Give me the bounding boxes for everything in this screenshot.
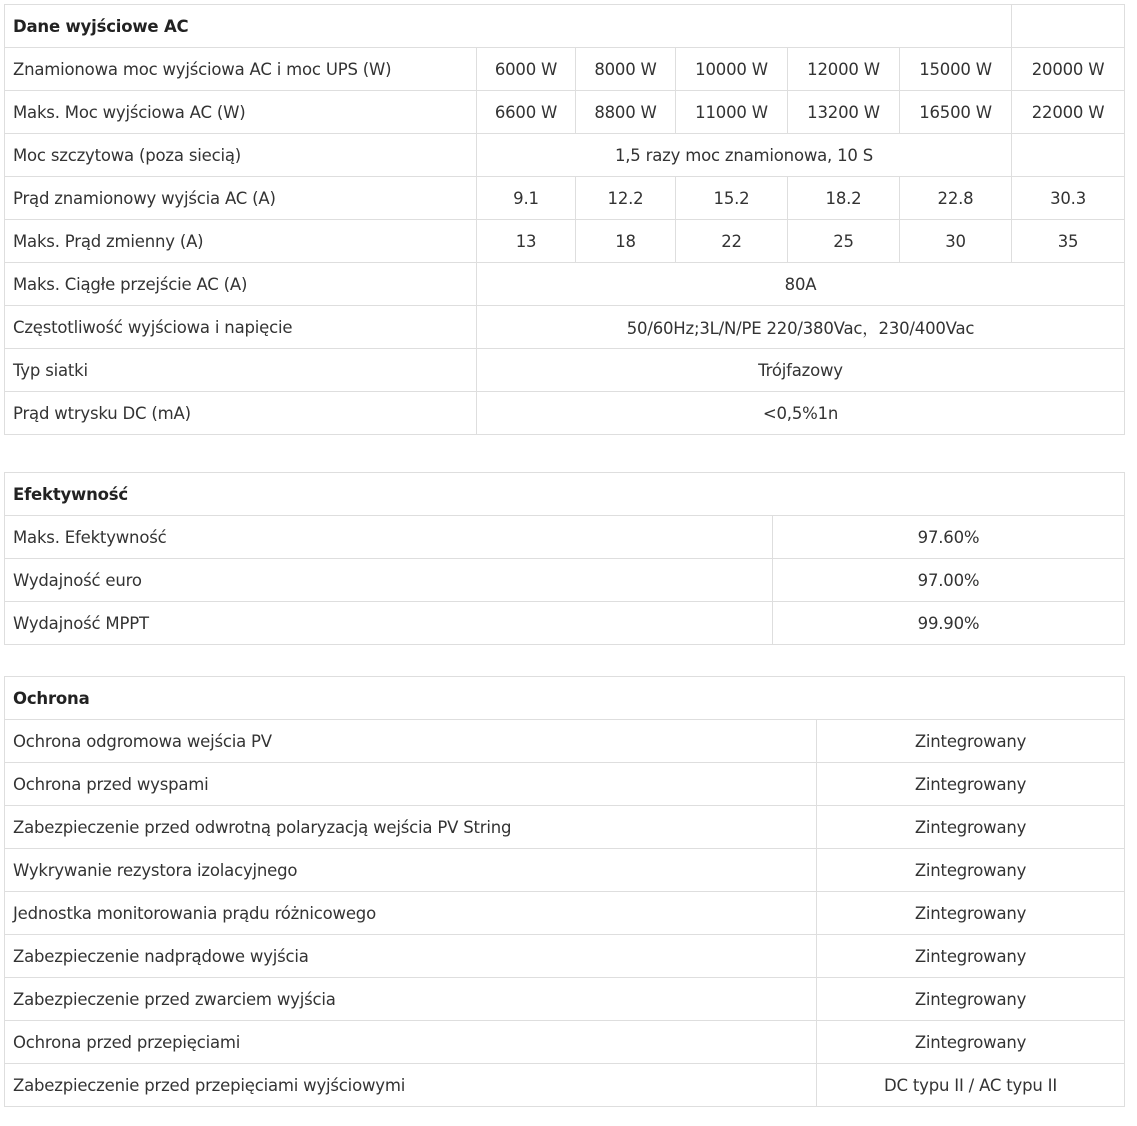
value-cell: 15000 W xyxy=(900,48,1012,91)
table-row xyxy=(5,306,1125,349)
row-label: Ochrona odgromowa wejścia PV xyxy=(5,720,817,763)
table-row xyxy=(5,720,1125,763)
value-cell: 18.2 xyxy=(788,177,900,220)
table-row xyxy=(5,473,1125,516)
row-label: Zabezpieczenie nadprądowe wyjścia xyxy=(5,935,817,978)
value-cell: 9.1 xyxy=(477,177,576,220)
table-row xyxy=(5,91,1125,134)
value-cell: Zintegrowany xyxy=(817,763,1125,806)
value-cell: 18 xyxy=(576,220,676,263)
row-label: Wykrywanie rezystora izolacyjnego xyxy=(5,849,817,892)
value-cell: 6000 W xyxy=(477,48,576,91)
value-cell: 13200 W xyxy=(788,91,900,134)
value-cell: Trójfazowy xyxy=(477,349,1125,392)
row-label: Ochrona przed przepięciami xyxy=(5,1021,817,1064)
table-row xyxy=(5,559,1125,602)
value-cell: 12000 W xyxy=(788,48,900,91)
table-row xyxy=(5,48,1125,91)
row-label: Zabezpieczenie przed przepięciami wyjściowymi xyxy=(5,1064,817,1107)
value-cell: DC typu II / AC typu II xyxy=(817,1064,1125,1107)
value-cell: 30.3 xyxy=(1012,177,1125,220)
row-label: Jednostka monitorowania prądu różnicowego xyxy=(5,892,817,935)
row-label: Moc szczytowa (poza siecią) xyxy=(5,134,477,177)
row-label: Maks. Moc wyjściowa AC (W) xyxy=(5,91,477,134)
row-label: Wydajność euro xyxy=(5,559,773,602)
row-label: Zabezpieczenie przed odwrotną polaryzacją wejścia PV String xyxy=(5,806,817,849)
value-cell: 20000 W xyxy=(1012,48,1125,91)
value-cell: 6600 W xyxy=(477,91,576,134)
table-row xyxy=(5,849,1125,892)
row-label: Ochrona przed wyspami xyxy=(5,763,817,806)
row-label: Maks. Efektywność xyxy=(5,516,773,559)
efficiency-table xyxy=(4,472,1125,645)
value-cell: 8800 W xyxy=(576,91,676,134)
table-row xyxy=(5,5,1125,48)
table-row xyxy=(5,1064,1125,1107)
row-label: Maks. Prąd zmienny (A) xyxy=(5,220,477,263)
empty-cell xyxy=(1012,134,1125,177)
table-row xyxy=(5,892,1125,935)
value-cell: <0,5%1n xyxy=(477,392,1125,435)
value-cell: 22.8 xyxy=(900,177,1012,220)
table-row xyxy=(5,935,1125,978)
row-label: Wydajność MPPT xyxy=(5,602,773,645)
table-row xyxy=(5,177,1125,220)
value-cell: 13 xyxy=(477,220,576,263)
row-label: Prąd znamionowy wyjścia AC (A) xyxy=(5,177,477,220)
table-row xyxy=(5,677,1125,720)
row-label: Prąd wtrysku DC (mA) xyxy=(5,392,477,435)
table-row xyxy=(5,134,1125,177)
value-cell: 97.00% xyxy=(773,559,1125,602)
protection-table xyxy=(4,676,1125,1107)
empty-cell xyxy=(1012,5,1125,48)
value-cell: 16500 W xyxy=(900,91,1012,134)
section-title-ac-output: Dane wyjściowe AC xyxy=(5,5,1012,48)
table-row xyxy=(5,1021,1125,1064)
value-cell: 11000 W xyxy=(676,91,788,134)
value-cell: Zintegrowany xyxy=(817,806,1125,849)
value-cell: 22000 W xyxy=(1012,91,1125,134)
row-label: Zabezpieczenie przed zwarciem wyjścia xyxy=(5,978,817,1021)
value-cell: 50/60Hz;3L/N/PE 220/380Vac，230/400Vac xyxy=(477,306,1125,349)
section-title-efficiency: Efektywność xyxy=(5,473,1125,516)
table-row xyxy=(5,602,1125,645)
ac-output-table xyxy=(4,4,1125,435)
row-label: Typ siatki xyxy=(5,349,477,392)
table-row xyxy=(5,978,1125,1021)
row-label: Znamionowa moc wyjściowa AC i moc UPS (W) xyxy=(5,48,477,91)
value-cell: 30 xyxy=(900,220,1012,263)
value-cell: 12.2 xyxy=(576,177,676,220)
row-label: Maks. Ciągłe przejście AC (A) xyxy=(5,263,477,306)
value-cell: 10000 W xyxy=(676,48,788,91)
value-cell: 97.60% xyxy=(773,516,1125,559)
table-row xyxy=(5,263,1125,306)
value-cell: 15.2 xyxy=(676,177,788,220)
value-cell: 1,5 razy moc znamionowa, 10 S xyxy=(477,134,1012,177)
value-cell: Zintegrowany xyxy=(817,978,1125,1021)
value-cell: Zintegrowany xyxy=(817,892,1125,935)
value-cell: 35 xyxy=(1012,220,1125,263)
table-row xyxy=(5,349,1125,392)
value-cell: Zintegrowany xyxy=(817,1021,1125,1064)
value-cell: 25 xyxy=(788,220,900,263)
table-row xyxy=(5,763,1125,806)
section-title-protection: Ochrona xyxy=(5,677,1125,720)
value-cell: 99.90% xyxy=(773,602,1125,645)
value-cell: 80A xyxy=(477,263,1125,306)
value-cell: Zintegrowany xyxy=(817,849,1125,892)
row-label: Częstotliwość wyjściowa i napięcie xyxy=(5,306,477,349)
table-row xyxy=(5,220,1125,263)
value-cell: 22 xyxy=(676,220,788,263)
table-row xyxy=(5,806,1125,849)
table-row xyxy=(5,392,1125,435)
table-row xyxy=(5,516,1125,559)
value-cell: Zintegrowany xyxy=(817,720,1125,763)
value-cell: 8000 W xyxy=(576,48,676,91)
value-cell: Zintegrowany xyxy=(817,935,1125,978)
